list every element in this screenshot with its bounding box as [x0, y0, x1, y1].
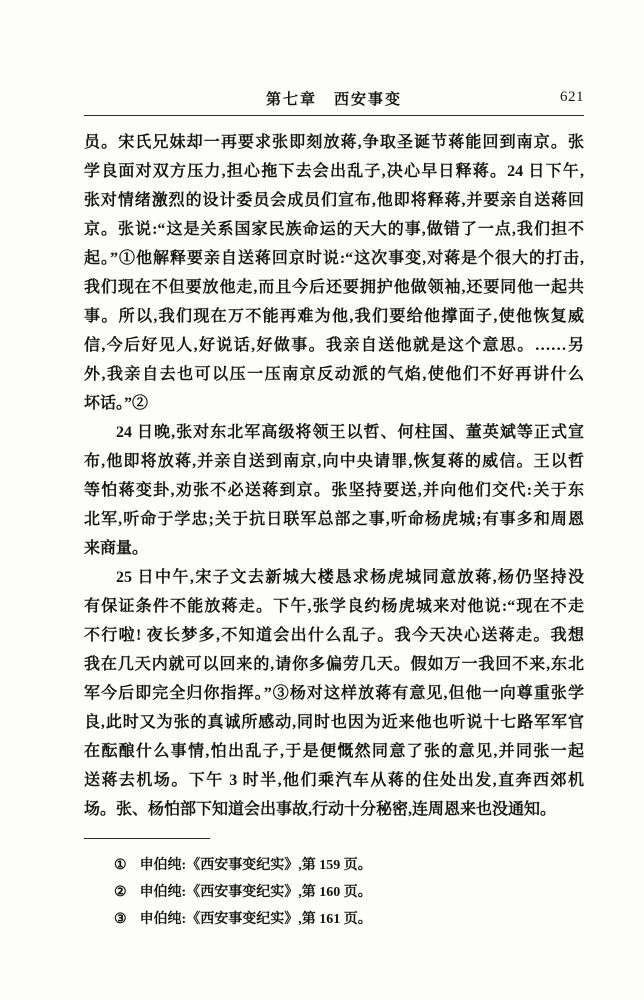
text-line: 学良面对双方压力,担心拖下去会出乱子,决心早日释蒋。24 日下午,: [84, 163, 584, 180]
text-line: 信,今后好见人,好说话,好做事。我亲自送他就是这个意思。……另: [84, 337, 584, 354]
text-line: 不行啦! 夜长梦多,不知道会出什么乱子。我今天决心送蒋走。我想: [84, 627, 584, 644]
text-line: 我在几天内就可以回来的,请你多偏劳几天。假如万一我回不来,东北: [84, 656, 584, 673]
page-header: [84, 88, 584, 108]
text-line: 布,他即将放蒋,并亲自送到南京,向中央请罪,恢复蒋的威信。王以哲: [84, 453, 584, 470]
footnote-text: 申伯纯:《西安事变纪实》,第 161 页。: [139, 912, 372, 927]
footnotes: [84, 852, 584, 933]
text-line: 场。张、杨怕部下知道会出事故,行动十分秘密,连周恩来也没通知。: [84, 801, 557, 818]
footnote-item: [84, 906, 584, 933]
text-line: 起。”①他解释要亲自送蒋回京时说:“这次事变,对蒋是个很大的打击,: [84, 250, 584, 267]
body-text: [84, 128, 584, 824]
footnote-item: [84, 852, 584, 879]
footnote-text: 申伯纯:《西安事变纪实》,第 159 页。: [139, 858, 372, 873]
footnote-item: [84, 879, 584, 906]
footnote-marker: ②: [114, 885, 127, 900]
header-rule: [84, 115, 584, 116]
text-line: 坏话。”②: [84, 395, 149, 412]
text-line: 事。所以,我们现在万不能再难为他,我们要给他撑面子,使他恢复威: [84, 308, 584, 325]
text-line: 在酝酿什么事情,怕出乱子,于是便慨然同意了张的意见,并同张一起: [84, 743, 584, 760]
text-line: 等怕蒋变卦,劝张不必送蒋到京。张坚持要送,并向他们交代:关于东: [84, 482, 584, 499]
chapter-title: 第七章 西安事变: [265, 92, 402, 108]
text-line: 24 日晚,张对东北军高级将领王以哲、何柱国、董英斌等正式宣: [116, 424, 584, 441]
text-line: 来商量。: [84, 540, 149, 557]
text-line: 有保证条件不能放蒋走。下午,张学良约杨虎城来对他说:“现在不走: [84, 598, 584, 615]
text-line: 我们现在不但要放他走,而且今后还要拥护他做领袖,还要同他一起共: [84, 279, 584, 296]
footnote-text: 申伯纯:《西安事变纪实》,第 160 页。: [139, 885, 372, 900]
footnote-separator: [84, 838, 210, 839]
footnote-marker: ①: [114, 858, 127, 873]
text-line: 外,我亲自去也可以压一压南京反动派的气焰,使他们不好再讲什么: [84, 366, 584, 383]
text-line: 良,此时又为张的真诚所感动,同时也因为近来他也听说十七路军军官: [84, 714, 584, 731]
text-line: 员。宋氏兄妹却一再要求张即刻放蒋,争取圣诞节蒋能回到南京。张: [84, 134, 584, 151]
paragraph: [84, 128, 584, 418]
paragraph: [84, 563, 584, 824]
text-line: 送蒋去机场。下午 3 时半,他们乘汽车从蒋的住处出发,直奔西郊机: [84, 772, 584, 789]
text-line: 25 日中午,宋子文去新城大楼恳求杨虎城同意放蒋,杨仍坚持没: [116, 569, 584, 586]
text-line: 张对情绪激烈的设计委员会成员们宣布,他即将释蒋,并要亲自送蒋回: [84, 192, 584, 209]
text-line: 北军,听命于学忠;关于抗日联军总部之事,听命杨虎城;有事多和周恩: [84, 511, 584, 528]
text-line: 军今后即完全归你指挥。”③杨对这样放蒋有意见,但他一向尊重张学: [84, 685, 584, 702]
page-number: 621: [560, 89, 584, 105]
paragraph: [84, 418, 584, 563]
footnote-marker: ③: [114, 912, 127, 927]
text-line: 京。张说:“这是关系国家民族命运的天大的事,做错了一点,我们担不: [84, 221, 584, 238]
